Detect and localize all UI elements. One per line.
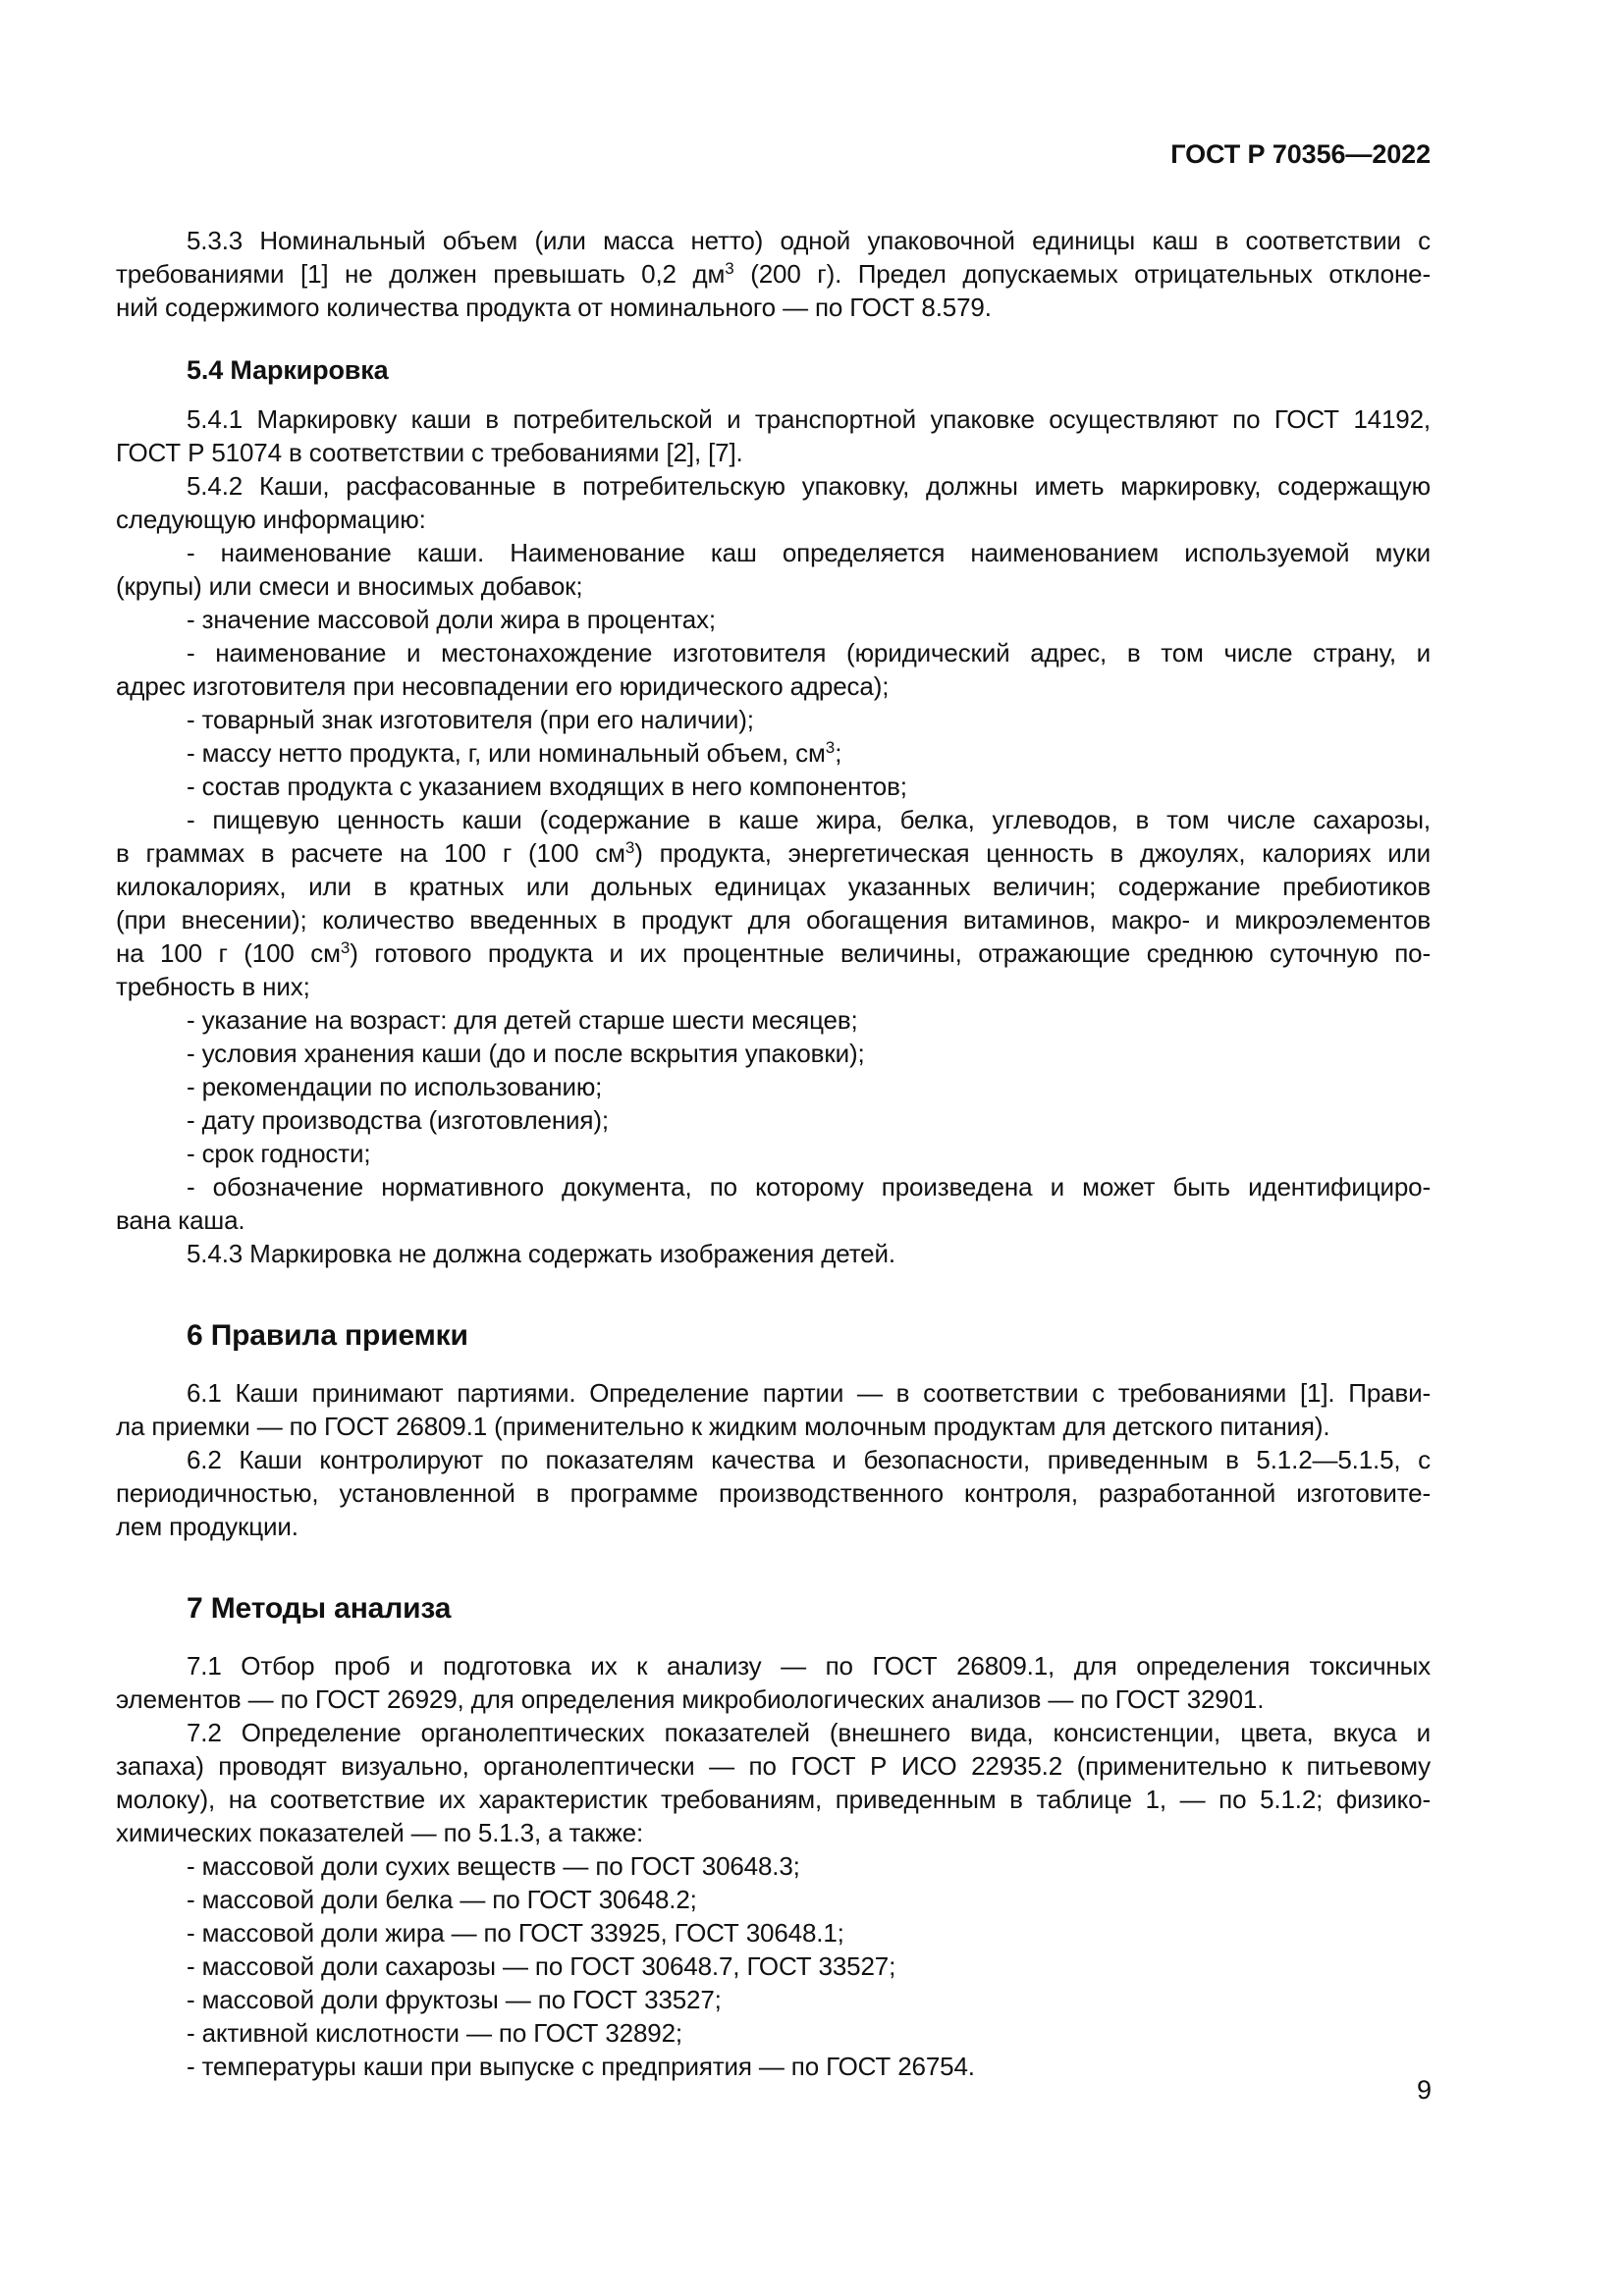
text-line: - массовой доли сухих веществ — по ГОСТ 30648.3; (187, 1851, 800, 1881)
text-line: следующую информацию: (116, 505, 426, 534)
text-line: - товарный знак изготовителя (при его наличии); (187, 705, 754, 734)
text-line: - массовой доли белка — по ГОСТ 30648.2; (187, 1885, 697, 1914)
text-line: - дату производства (изготовления); (187, 1105, 609, 1135)
text-line: в граммах в расчете на 100 г (100 $см^3$) продукта, энергетическая ценность в джоулях, калориях или (116, 838, 1431, 868)
text-line: - наименование и местонахождение изготовителя (юридический адрес, в том числе страну, и (187, 638, 1431, 667)
list-item (116, 1916, 1431, 1949)
text-line: - массовой доли жира — по ГОСТ 33925, ГОСТ 30648.1; (187, 1918, 844, 1948)
list-item (116, 636, 1431, 703)
list-item (116, 2050, 1431, 2083)
document-header-code: ГОСТ Р 70356—2022 (1170, 139, 1431, 169)
text-line: 7.1 Отбор проб и подготовка их к анализу — по ГОСТ 26809.1, для определения токсичных (187, 1651, 1431, 1681)
paragraph (116, 1649, 1431, 1716)
paragraph (116, 402, 1431, 469)
text-line: ГОСТ Р 51074 в соответствии с требованиями [2], [7]. (116, 438, 743, 467)
paragraph (116, 1716, 1431, 1849)
text-line: - температуры каши при выпуске с предприятия — по ГОСТ 26754. (187, 2052, 975, 2081)
text-line: - активной кислотности — по ГОСТ 32892; (187, 2018, 682, 2048)
list-item (116, 1003, 1431, 1037)
text-line: (крупы) или смеси и вносимых добавок; (116, 571, 583, 601)
list-item (116, 1137, 1431, 1170)
subsection-heading (116, 353, 1431, 387)
superscript: 3 (340, 938, 351, 957)
text-line: ний содержимого количества продукта от номинального — по ГОСТ 8.579. (116, 293, 992, 322)
text-line: требованиями [1] не должен превышать 0,2 $дм^3$ (200 г). Предел допускаемых отрицательных отклоне- (116, 259, 1431, 289)
text-line: 5.4 Маркировка (187, 355, 389, 385)
text-line: - массовой доли фруктозы — по ГОСТ 33527; (187, 1985, 722, 2014)
text-line: - состав продукта с указанием входящих в него компонентов; (187, 772, 907, 801)
page-number: 9 (1416, 2075, 1432, 2105)
text-line: на 100 г (100 $см^3$) готового продукта и их процентные величины, отражающие среднюю суточную по- (116, 938, 1432, 968)
superscript: 3 (725, 259, 734, 278)
text-line: вана каша. (116, 1205, 245, 1235)
text-line: - значение массовой доли жира в процентах; (187, 605, 716, 634)
text-line: (при внесении); количество введенных в продукт для обогащения витаминов, макро- и микроэлементов (116, 905, 1431, 934)
text-line: - условия хранения каши (до и после вскрытия упаковки); (187, 1039, 865, 1068)
text-line: - указание на возраст: для детей старше шести месяцев; (187, 1005, 858, 1035)
text-line: 5.4.1 Маркировку каши в потребительской и транспортной упаковке осуществляют по ГОСТ 14192, (187, 404, 1431, 434)
text-line: требность в них; (116, 972, 310, 1001)
text-line: 5.4.2 Каши, расфасованные в потребительскую упаковку, должны иметь маркировку, содержащую (187, 471, 1431, 501)
list-item (116, 1883, 1431, 1916)
document-body (116, 224, 1431, 2083)
list-item (116, 1949, 1431, 1983)
paragraph (116, 1376, 1431, 1443)
list-item (116, 1849, 1431, 1883)
text-line: элементов — по ГОСТ 26929, для определения микробиологических анализов — по ГОСТ 32901. (116, 1684, 1265, 1714)
text-line: 6.2 Каши контролируют по показателям качества и безопасности, приведенным в 5.1.2—5.1.5, с (187, 1445, 1431, 1474)
text-line: - обозначение нормативного документа, по которому произведена и может быть идентифициро- (187, 1172, 1431, 1201)
section-heading (116, 1590, 1431, 1628)
list-item (116, 1103, 1431, 1137)
text-line: 6 Правила приемки (187, 1319, 468, 1352)
superscript: 3 (624, 838, 635, 857)
list-item (116, 736, 1431, 770)
text-line: ла приемки — по ГОСТ 26809.1 (применительно к жидким молочным продуктам для детского питания). (116, 1412, 1330, 1441)
text-line: запаха) проводят визуально, органолептически — по ГОСТ Р ИСО 22935.2 (применительно к питьевому (116, 1751, 1431, 1781)
paragraph (116, 1443, 1431, 1543)
list-item (116, 536, 1431, 603)
text-line: молоку), на соответствие их характеристик требованиям, приведенным в таблице 1, — по 5.1.2; физико- (116, 1785, 1431, 1814)
paragraph (116, 1237, 1431, 1270)
list-item (116, 703, 1431, 736)
list-item (116, 1070, 1431, 1103)
text-line: 7 Методы анализа (187, 1592, 452, 1625)
text-line: адрес изготовителя при несовпадении его юридического адреса); (116, 671, 890, 701)
text-line: химических показателей — по 5.1.3, а также: (116, 1818, 644, 1847)
list-item (116, 603, 1431, 636)
text-line: 5.4.3 Маркировка не должна содержать изображения детей. (187, 1239, 895, 1268)
text-line: - наименование каши. Наименование каш определяется наименованием используемой муки (187, 538, 1431, 567)
text-line: - рекомендации по использованию; (187, 1072, 603, 1101)
text-line: - массовой доли сахарозы — по ГОСТ 30648.7, ГОСТ 33527; (187, 1951, 896, 1981)
text-line: килокалориях, или в кратных или дольных единицах указанных величин; содержание пребиотиков (116, 872, 1431, 901)
list-item (116, 1170, 1431, 1237)
list-item (116, 1037, 1431, 1070)
text-line: 6.1 Каши принимают партиями. Определение партии — в соответствии с требованиями [1]. Прави- (187, 1378, 1431, 1408)
text-line: - срок годности; (187, 1139, 371, 1168)
text-line: 5.3.3 Номинальный объем (или масса нетто) одной упаковочной единицы каш в соответствии с (187, 226, 1431, 255)
text-line: периодичностью, установленной в программе производственного контроля, разработанной изготовите- (116, 1478, 1431, 1508)
text-line: лем продукции. (116, 1512, 298, 1541)
list-item (116, 770, 1431, 803)
text-line: 7.2 Определение органолептических показателей (внешнего вида, консистенции, цвета, вкуса и (187, 1718, 1431, 1747)
section-heading (116, 1317, 1431, 1355)
text-line: - пищевую ценность каши (содержание в каше жира, белка, углеводов, в том числе сахарозы, (187, 805, 1431, 834)
list-item (116, 803, 1431, 1003)
paragraph (116, 224, 1431, 324)
paragraph (116, 469, 1431, 536)
list-item (116, 1983, 1431, 2016)
superscript: 3 (825, 738, 836, 757)
text-line: - массу нетто продукта, г, или номинальный объем, $см^3$; (187, 738, 842, 768)
list-item (116, 2016, 1431, 2050)
